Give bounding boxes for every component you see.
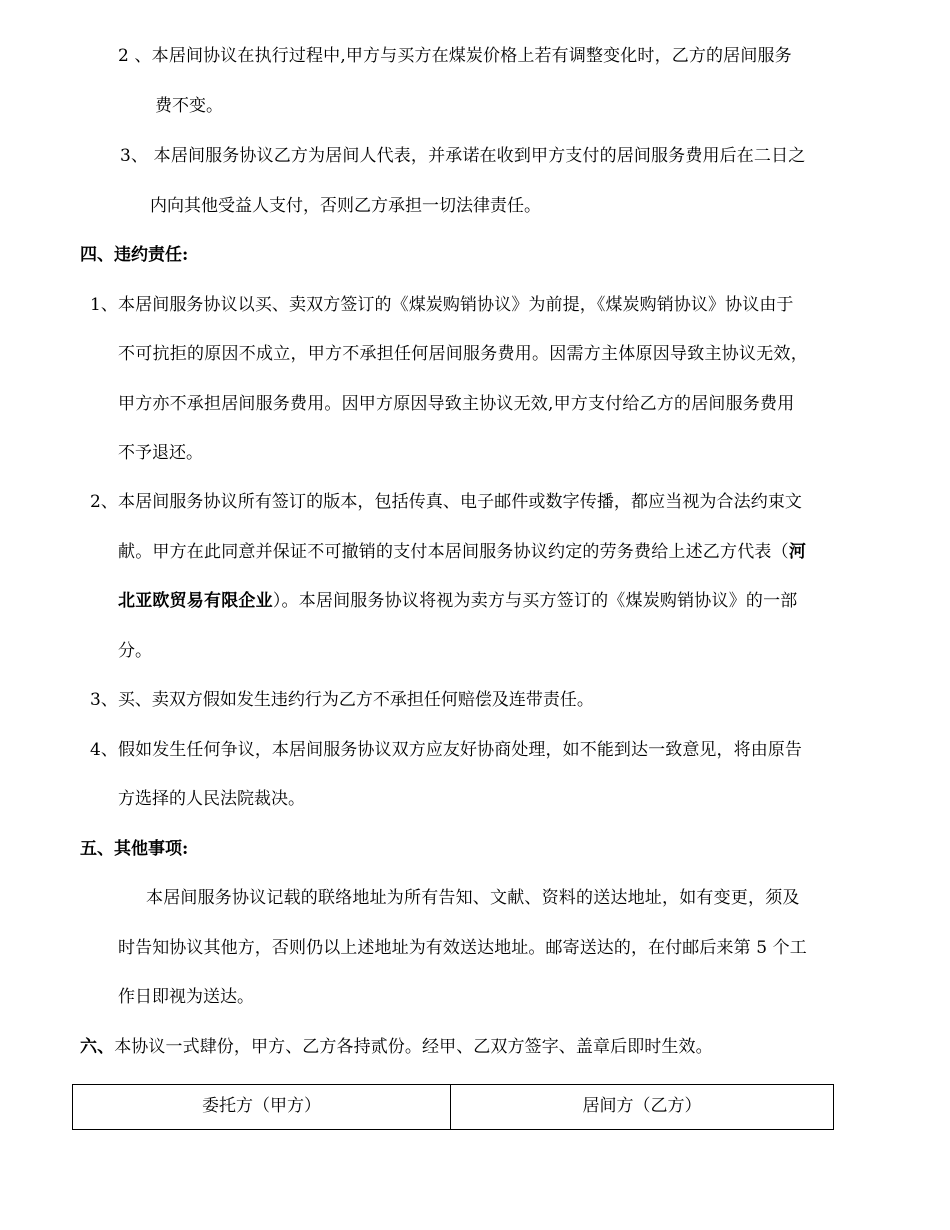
clause-4-1-line-3: 甲方亦不承担居间服务费用。因甲方原因导致主协议无效,甲方支付给乙方的居间服务费用 (118, 394, 795, 414)
section-5-heading: 五、其他事项: (80, 839, 189, 859)
company-name-part-2: 北亚欧贸易有限企业 (118, 591, 273, 611)
clause-3-3-line-1: 3、 本居间服务协议乙方为居间人代表，并承诺在收到甲方支付的居间服务费用后在二日之 (120, 146, 806, 166)
clause-4-2-line-1: 2、本居间服务协议所有签订的版本，包括传真、电子邮件或数字传播，都应当视为合法约束文 (90, 492, 803, 512)
clause-4-2-line-3 (118, 590, 798, 612)
clause-4-1-line-1: 1、本居间服务协议以买、卖双方签订的《煤炭购销协议》为前提，《煤炭购销协议》协议由于 (90, 295, 794, 315)
clause-3-2-line-1: 2 、本居间协议在执行过程中,甲方与买方在煤炭价格上若有调整变化时，乙方的居间服务 (118, 46, 792, 66)
company-name-part-1: 河 (788, 542, 807, 562)
clause-4-1-line-2: 不可抗拒的原因不成立，甲方不承担任何居间服务费用。因需方主体原因导致主协议无效， (118, 344, 808, 364)
section-6-heading: 六、 (80, 1037, 115, 1057)
section-5-para-line-3: 作日即视为送达。 (118, 987, 254, 1007)
clause-4-2-line-4: 分。 (118, 641, 152, 661)
party-a-cell: 委托方（甲方） (73, 1085, 451, 1130)
clause-4-2-line-2 (118, 541, 806, 563)
clause-4-2-line-2-text: 献。甲方在此同意并保证不可撤销的支付本居间服务协议约定的劳务费给上述乙方代表（ (118, 542, 789, 562)
party-b-cell: 居间方（乙方） (451, 1085, 834, 1130)
section-5-para-line-2: 时告知协议其他方，否则仍以上述地址为有效送达地址。邮寄送达的，在付邮后来第 5 个工 (118, 938, 807, 958)
signature-table-header-row (73, 1085, 834, 1130)
clause-4-4-line-1: 4、假如发生任何争议，本居间服务协议双方应友好协商处理，如不能到达一致意见，将由原告 (90, 740, 803, 760)
signature-table (72, 1084, 834, 1130)
clause-4-1-line-4: 不予退还。 (118, 443, 203, 463)
clause-3-3-line-2: 内向其他受益人支付，否则乙方承担一切法律责任。 (150, 196, 541, 216)
section-6-text: 本协议一式肆份，甲方、乙方各持贰份。经甲、乙双方签字、盖章后即时生效。 (114, 1037, 713, 1057)
section-5-para-line-1: 本居间服务协议记载的联络地址为所有告知、文献、资料的送达地址，如有变更，须及 (146, 888, 800, 908)
clause-4-4-line-2: 方选择的人民法院裁决。 (118, 789, 305, 809)
clause-3-2-line-2: 费不变。 (155, 96, 223, 116)
section-6-line (80, 1036, 713, 1058)
section-4-heading: 四、违约责任: (80, 245, 189, 265)
clause-4-3-line-1: 3、买、卖双方假如发生违约行为乙方不承担任何赔偿及连带责任。 (90, 690, 594, 710)
clause-4-2-line-3-text: ）。本居间服务协议将视为卖方与买方签订的《煤炭购销协议》的一部 (272, 591, 798, 611)
